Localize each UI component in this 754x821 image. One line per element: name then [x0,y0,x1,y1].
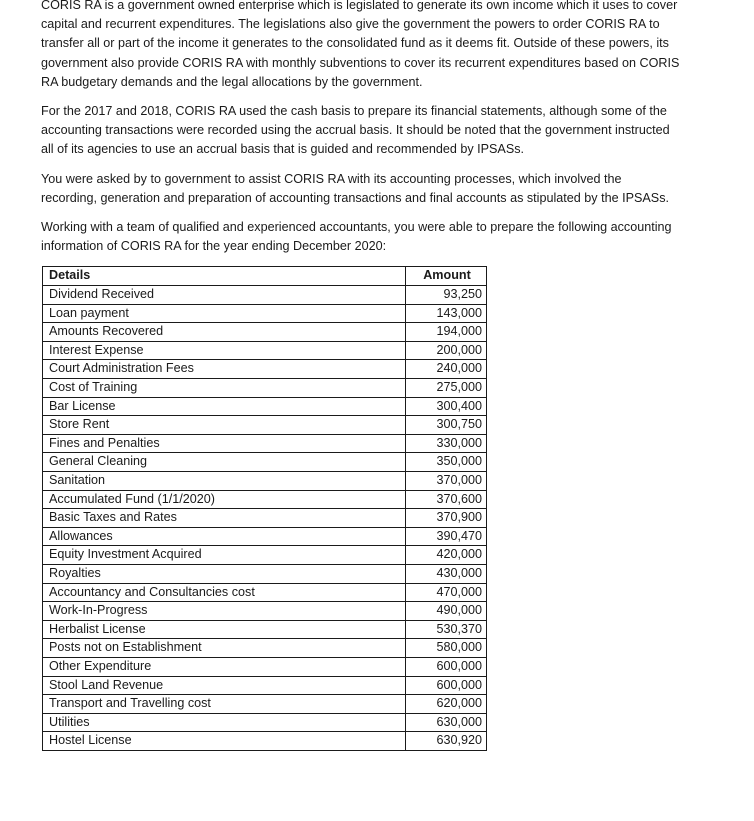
table-row [43,453,487,472]
cell-amount: 390,470 [406,527,487,546]
cell-detail: Sanitation [43,471,406,490]
accounting-table [42,266,487,750]
table-row [43,695,487,714]
table-row [43,509,487,528]
cell-detail: Loan payment [43,304,406,323]
cell-amount: 240,000 [406,360,487,379]
cell-detail: Utilities [43,713,406,732]
table-row [43,397,487,416]
cell-amount: 580,000 [406,639,487,658]
cell-amount: 93,250 [406,286,487,305]
cell-amount: 530,370 [406,620,487,639]
table-row [43,490,487,509]
cell-detail: Cost of Training [43,379,406,398]
paragraph-table-intro: Working with a team of qualified and experienced accountants, you were able to prepare the following accounting information of CORIS RA for the year ending December 2020: [41,220,672,254]
table-row [43,676,487,695]
cell-amount: 194,000 [406,323,487,342]
table-row [43,620,487,639]
table-row [43,602,487,621]
cell-amount: 275,000 [406,379,487,398]
cell-detail: Other Expenditure [43,657,406,676]
cell-amount: 300,750 [406,416,487,435]
table-row [43,657,487,676]
cell-detail: Accumulated Fund (1/1/2020) [43,490,406,509]
cell-detail: Court Administration Fees [43,360,406,379]
cell-detail: Stool Land Revenue [43,676,406,695]
cell-detail: Royalties [43,564,406,583]
cell-detail: Amounts Recovered [43,323,406,342]
cell-amount: 143,000 [406,304,487,323]
cell-detail: Allowances [43,527,406,546]
table-row [43,713,487,732]
cell-detail: Posts not on Establishment [43,639,406,658]
header-amount: Amount [406,267,487,286]
table-row [43,286,487,305]
cell-detail: Dividend Received [43,286,406,305]
cell-detail: Herbalist License [43,620,406,639]
table-row [43,416,487,435]
cell-amount: 470,000 [406,583,487,602]
table-row [43,583,487,602]
cell-amount: 200,000 [406,341,487,360]
cell-detail: Hostel License [43,732,406,751]
cell-amount: 630,000 [406,713,487,732]
table-row [43,527,487,546]
cell-detail: Work-In-Progress [43,602,406,621]
cell-amount: 600,000 [406,676,487,695]
paragraph-assignment: You were asked by to government to assist CORIS RA with its accounting processes, which involved the recording, generation and preparation of accounting transactions and final accounts as stipulated by the IPSASs. [41,171,669,205]
cell-detail: Transport and Travelling cost [43,695,406,714]
table-row [43,341,487,360]
cell-amount: 350,000 [406,453,487,472]
paragraph-accounting-basis: For the 2017 and 2018, CORIS RA used the cash basis to prepare its financial statements, although some of the accounting transactions were recorded using the accrual basis. It should be noted that the government instructed all of its agencies to use an accrual basis that is guided and recommended by IPSASs. [41,104,670,157]
cell-amount: 330,000 [406,434,487,453]
cell-detail: Basic Taxes and Rates [43,509,406,528]
table-row [43,379,487,398]
paragraph-intro: CORIS RA is a government owned enterprise which is legislated to generate its own income which it uses to cover capital and recurrent expenditures. The legislations also give the government the powers to order CORIS RA to transfer all or part of the income it generates to the consolidated fund as it deems fit. Outside of these powers, its government also provide CORIS RA with monthly subventions to cover its recurrent expenditures based on CORIS RA budgetary demands and the legal allocations by the government. [41,0,680,89]
table-row [43,323,487,342]
table-header-row [43,267,487,286]
table-row [43,360,487,379]
table-row [43,732,487,751]
cell-amount: 420,000 [406,546,487,565]
cell-detail: Equity Investment Acquired [43,546,406,565]
cell-amount: 430,000 [406,564,487,583]
cell-detail: Fines and Penalties [43,434,406,453]
cell-detail: General Cleaning [43,453,406,472]
table-row [43,639,487,658]
cell-amount: 630,920 [406,732,487,751]
cell-amount: 370,000 [406,471,487,490]
header-details: Details [43,267,406,286]
table-row [43,434,487,453]
cell-detail: Interest Expense [43,341,406,360]
cell-amount: 370,600 [406,490,487,509]
cell-amount: 620,000 [406,695,487,714]
table-row [43,564,487,583]
cell-amount: 600,000 [406,657,487,676]
cell-amount: 490,000 [406,602,487,621]
cell-detail: Store Rent [43,416,406,435]
cell-detail: Bar License [43,397,406,416]
cell-amount: 300,400 [406,397,487,416]
table-row [43,546,487,565]
table-row [43,471,487,490]
cell-amount: 370,900 [406,509,487,528]
table-row [43,304,487,323]
cell-detail: Accountancy and Consultancies cost [43,583,406,602]
